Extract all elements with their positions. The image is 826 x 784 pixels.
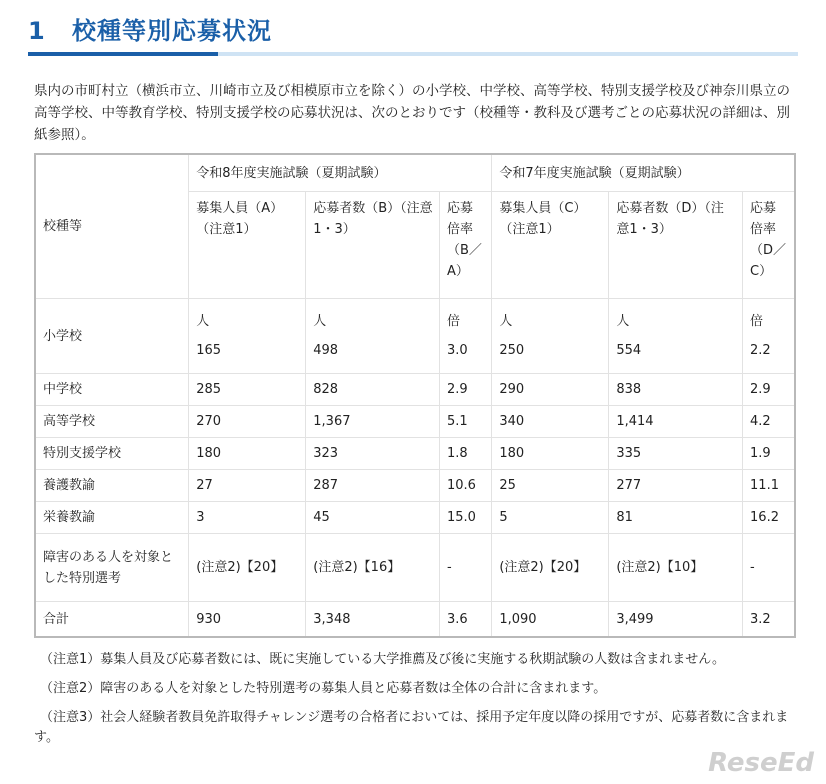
table-row: [35, 534, 795, 602]
cell-c: [492, 299, 609, 374]
cell-dc: 4.2: [743, 406, 795, 438]
cell-type: 中学校: [35, 374, 189, 406]
cell-d: 277: [609, 470, 743, 502]
heading-number: 1: [28, 17, 46, 45]
value: 554: [616, 343, 642, 358]
cell-type: 小学校: [35, 299, 189, 374]
cell-dc: 11.1: [743, 470, 795, 502]
cell-b: 287: [306, 470, 440, 502]
table-header-group-row: [35, 154, 795, 192]
unit-label: 倍: [750, 314, 764, 329]
cell-dc: 2.9: [743, 374, 795, 406]
cell-d: [609, 299, 743, 374]
note-1: （注意1）募集人員及び応募者数には、既に実施している大学推薦及び後に実施する秋期試験の人数は含まれません。: [40, 652, 726, 667]
cell-d: (注意2)【10】: [609, 534, 743, 602]
cell-dc: 1.9: [743, 438, 795, 470]
page-heading: [28, 14, 798, 48]
cell-a: 27: [189, 470, 306, 502]
cell-c: 180: [492, 438, 609, 470]
value: 250: [499, 343, 525, 358]
cell-type: 障害のある人を対象とした特別選考: [35, 534, 189, 602]
table-row: [35, 470, 795, 502]
header-applicants-b: 応募者数（B）（注意1・3）: [306, 192, 440, 299]
cell-b: 45: [306, 502, 440, 534]
cell-c: (注意2)【20】: [492, 534, 609, 602]
notes: [34, 650, 804, 757]
header-ratio-ba: 応募倍率（B／A）: [439, 192, 491, 299]
intro-paragraph: 県内の市町村立（横浜市立、川崎市立及び相模原市立を除く）の小学校、中学校、高等学校、特別支援学校及び神奈川県立の高等学校、中等教育学校、特別支援学校の応募状況は、次のとおりです（校種等・教科及び選考ごとの応募状況の詳細は、別紙参照）。: [34, 83, 790, 143]
header-recruit-c: 募集人員（C）（注意1）: [492, 192, 609, 299]
cell-c: 5: [492, 502, 609, 534]
value: 498: [313, 343, 339, 358]
value: 3.0: [446, 343, 468, 358]
cell-c: 290: [492, 374, 609, 406]
cell-c: 25: [492, 470, 609, 502]
cell-a: 270: [189, 406, 306, 438]
note-2: （注意2）障害のある人を対象とした特別選考の募集人員と応募者数は全体の合計に含まれます。: [40, 681, 607, 696]
cell-dc: 3.2: [743, 602, 795, 638]
note-3: （注意3）社会人経験者教員免許取得チャレンジ選考の合格者においては、採用予定年度以降の採用ですが、応募者数に含まれます。: [34, 710, 789, 745]
cell-b: [306, 299, 440, 374]
cell-d: 3,499: [609, 602, 743, 638]
cell-dc: -: [743, 534, 795, 602]
table-row: [35, 502, 795, 534]
cell-b: 828: [306, 374, 440, 406]
cell-ba: 3.6: [439, 602, 491, 638]
cell-a: 285: [189, 374, 306, 406]
cell-b: 3,348: [306, 602, 440, 638]
cell-b: (注意2)【16】: [306, 534, 440, 602]
cell-type: 合計: [35, 602, 189, 638]
cell-ba: 2.9: [439, 374, 491, 406]
cell-a: 930: [189, 602, 306, 638]
header-recruit-a: 募集人員（A）（注意1）: [189, 192, 306, 299]
cell-a: 3: [189, 502, 306, 534]
cell-type: 栄養教諭: [35, 502, 189, 534]
cell-ba: 1.8: [439, 438, 491, 470]
value: 2.2: [750, 343, 771, 358]
watermark-logo: ReseEd: [708, 748, 814, 778]
value: 165: [196, 343, 222, 358]
unit-label: 人: [499, 314, 513, 329]
cell-b: 323: [306, 438, 440, 470]
cell-a: (注意2)【20】: [189, 534, 306, 602]
cell-ba: 10.6: [439, 470, 491, 502]
cell-b: 1,367: [306, 406, 440, 438]
cell-dc: 16.2: [743, 502, 795, 534]
unit-label: 倍: [446, 314, 460, 329]
unit-label: 人: [196, 314, 210, 329]
cell-ba: 5.1: [439, 406, 491, 438]
cell-d: 335: [609, 438, 743, 470]
table-row: [35, 299, 795, 374]
cell-d: 81: [609, 502, 743, 534]
table-row: [35, 406, 795, 438]
cell-ba: [439, 299, 491, 374]
header-group-r8: 令和8年度実施試験（夏期試験）: [189, 154, 492, 192]
cell-d: 838: [609, 374, 743, 406]
table-row: [35, 374, 795, 406]
cell-a: [189, 299, 306, 374]
header-school-type: 校種等: [35, 154, 189, 299]
cell-a: 180: [189, 438, 306, 470]
header-group-r7: 令和7年度実施試験（夏期試験）: [492, 154, 795, 192]
cell-ba: 15.0: [439, 502, 491, 534]
header-applicants-d: 応募者数（D）（注意1・3）: [609, 192, 743, 299]
cell-type: 養護教諭: [35, 470, 189, 502]
unit-label: 人: [313, 314, 327, 329]
cell-d: 1,414: [609, 406, 743, 438]
cell-dc: [743, 299, 795, 374]
unit-label: 人: [616, 314, 630, 329]
table-row-total: [35, 602, 795, 638]
cell-c: 1,090: [492, 602, 609, 638]
header-ratio-dc: 応募倍率（D／C）: [743, 192, 795, 299]
cell-ba: -: [439, 534, 491, 602]
cell-c: 340: [492, 406, 609, 438]
table-row: [35, 438, 795, 470]
cell-type: 特別支援学校: [35, 438, 189, 470]
heading-title: 校種等別応募状況: [72, 17, 272, 45]
application-status-table: [34, 153, 796, 638]
cell-type: 高等学校: [35, 406, 189, 438]
heading-underline: [28, 52, 798, 56]
